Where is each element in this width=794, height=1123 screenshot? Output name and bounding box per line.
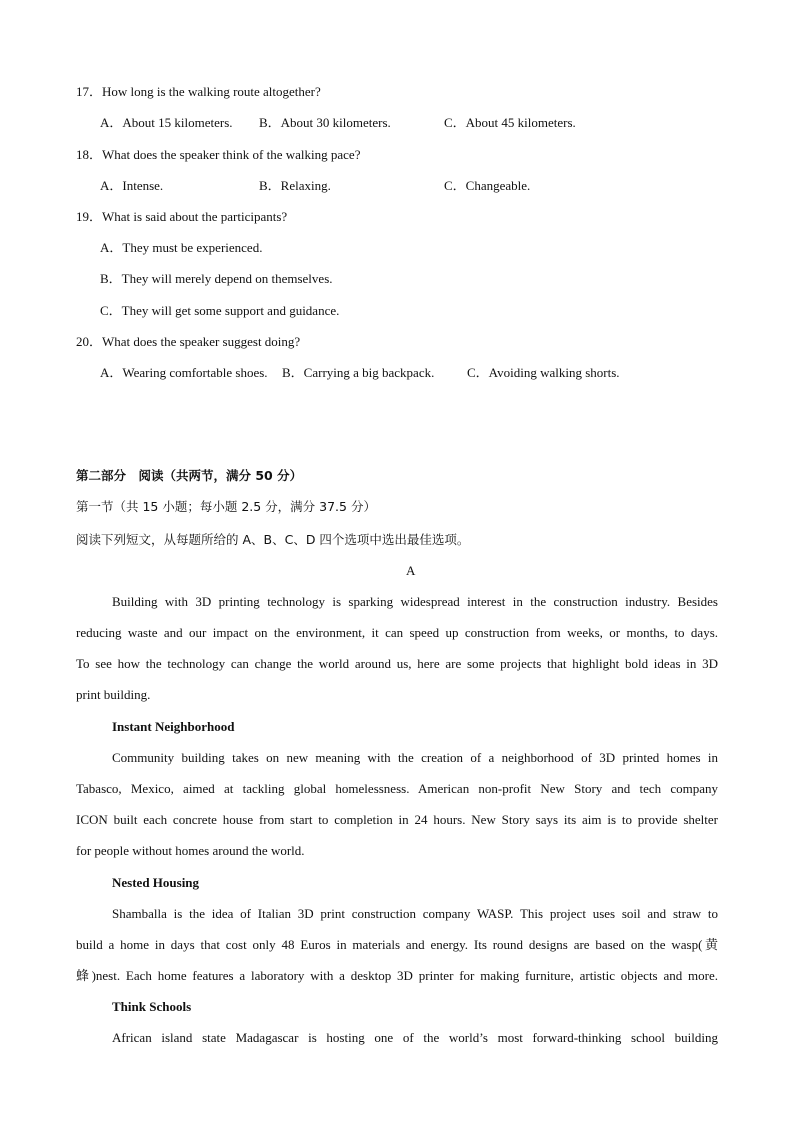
question-20-option-c: C．Avoiding walking shorts. bbox=[467, 365, 620, 380]
passage-line: for people without homes around the world. bbox=[76, 843, 305, 858]
question-20-option-b: B．Carrying a big backpack. bbox=[282, 365, 435, 380]
question-18-option-b: B．Relaxing. bbox=[259, 178, 331, 193]
instruction-text: 阅读下列短文，从每题所给的 A、B、C、D 四个选项中选出最佳选项。 bbox=[76, 532, 470, 547]
question-20-stem: 20．What does the speaker suggest doing? bbox=[76, 334, 301, 349]
question-17-option-b: B．About 30 kilometers. bbox=[259, 115, 391, 130]
heading-think-schools: Think Schools bbox=[112, 999, 192, 1014]
question-18-option-c: C．Changeable. bbox=[444, 178, 531, 193]
question-19-stem: 19．What is said about the participants? bbox=[76, 209, 288, 224]
passage-line: Tabasco, Mexico, aimed at tackling global homelessness. American non-profit New Story and tech company bbox=[76, 781, 718, 796]
question-17-option-c: C．About 45 kilometers. bbox=[444, 115, 576, 130]
question-17-option-a: A．About 15 kilometers. bbox=[100, 115, 233, 130]
passage-intro bbox=[76, 586, 718, 710]
passage-line: 蜂)nest. Each home features a laboratory with a desktop 3D printer for making furniture, artistic objects and more. bbox=[76, 968, 718, 983]
question-17-stem: 17．How long is the walking route altogether? bbox=[76, 84, 321, 99]
heading-instant-neighborhood: Instant Neighborhood bbox=[112, 719, 235, 734]
question-20-option-a: A．Wearing comfortable shoes. bbox=[100, 365, 268, 380]
passage-line: Building with 3D printing technology is sparking widespread interest in the construction industry. Besides bbox=[112, 594, 718, 609]
passage-line: Community building takes on new meaning with the creation of a neighborhood of 3D printed homes in bbox=[112, 750, 718, 765]
part-title: 第二部分 阅读（共两节，满分 50 分） bbox=[76, 468, 303, 483]
passage-line: To see how the technology can change the world around us, here are some projects that highlight bold ideas in 3D bbox=[76, 656, 718, 671]
question-19-option-a: A．They must be experienced. bbox=[100, 240, 263, 255]
passage-line: reducing waste and our impact on the environment, it can speed up construction from weeks, or months, to days. bbox=[76, 625, 718, 640]
heading-nested-housing: Nested Housing bbox=[112, 875, 200, 890]
question-19-option-c: C．They will get some support and guidance. bbox=[100, 303, 340, 318]
passage-line: build a home in days that cost only 48 Euros in materials and energy. Its round designs are based on the wasp(黄 bbox=[76, 937, 718, 952]
paragraph-think-schools bbox=[76, 1022, 718, 1053]
passage-line: African island state Madagascar is hosting one of the world’s most forward-thinking school building bbox=[112, 1030, 718, 1045]
question-19-option-b: B．They will merely depend on themselves. bbox=[100, 271, 333, 286]
paragraph-instant-neighborhood bbox=[76, 742, 718, 866]
subsection-title: 第一节（共 15 小题；每小题 2.5 分，满分 37.5 分） bbox=[76, 499, 376, 514]
passage-label: A bbox=[406, 563, 416, 578]
question-18-option-a: A．Intense. bbox=[100, 178, 164, 193]
passage-line: ICON built each concrete house from start to completion in 24 hours. New Story says its aim is to provide shelter bbox=[76, 812, 718, 827]
passage-line: print building. bbox=[76, 687, 151, 702]
passage-line: Shamballa is the idea of Italian 3D print construction company WASP. This project uses soil and straw to bbox=[112, 906, 718, 921]
question-18-stem: 18．What does the speaker think of the walking pace? bbox=[76, 147, 361, 162]
paragraph-nested-housing bbox=[76, 898, 718, 991]
